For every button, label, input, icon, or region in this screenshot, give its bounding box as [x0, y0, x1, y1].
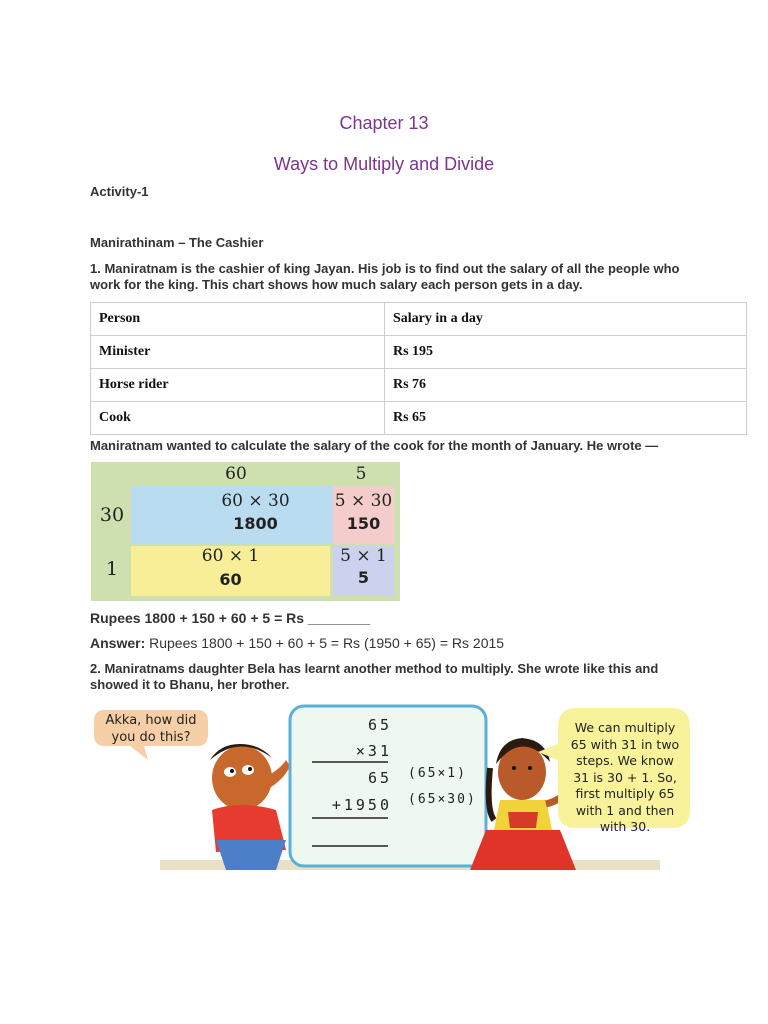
- calc-line-1: 65: [367, 716, 392, 734]
- chapter-title: Chapter 13: [339, 113, 429, 133]
- table-cell: Horse rider: [91, 369, 385, 402]
- section-title: Manirathinam – The Cashier: [90, 235, 264, 250]
- table-cell: Minister: [91, 336, 385, 369]
- calc-line-2: ×31: [355, 742, 392, 760]
- activity-label: Activity-1: [90, 184, 149, 199]
- bubble-line: first multiply 65: [575, 786, 675, 801]
- boy-figure: [210, 744, 290, 870]
- grid-cell-expression: 60 × 30: [221, 491, 290, 511]
- bubble-line: 31 is 30 + 1. So,: [573, 769, 677, 785]
- bubble-line: 65 with 31 in two: [570, 736, 680, 752]
- table-header-row: [91, 303, 747, 336]
- table-row: [91, 402, 747, 435]
- grid-cell-expression: 5 × 30: [334, 491, 393, 511]
- calc-note-2: (65×30): [408, 792, 477, 807]
- table-cell: Rs 76: [385, 369, 747, 402]
- bubble-line: with 1 and then: [575, 802, 675, 818]
- calc-line-3: 65: [367, 769, 392, 787]
- grid-row-header: 30: [99, 504, 125, 526]
- grid-cell-5x30: [333, 486, 394, 544]
- bubble-line: you do this?: [111, 730, 191, 745]
- grid-cell-result: 1800: [233, 514, 278, 533]
- grid-cell-5x1: [333, 546, 394, 596]
- speech-bubble-right: [560, 720, 690, 836]
- bubble-line: We can multiply: [574, 720, 676, 735]
- question-2-text: 2. Maniratnams daughter Bela has learnt another method to multiply. She wrote like this and showed it to Bhanu, her brother.: [90, 661, 659, 692]
- grid-cell-result: 60: [219, 570, 242, 589]
- answer-line: [90, 635, 504, 651]
- grid-row-header: 1: [105, 558, 119, 580]
- grid-cell-result: 150: [346, 514, 381, 533]
- cook-intro-text: Maniratnam wanted to calculate the salary of the cook for the month of January. He wrote —: [90, 438, 659, 453]
- grid-cell-60x1: [131, 546, 330, 596]
- grid-cell-expression: 5 × 1: [340, 546, 387, 566]
- bubble-line: steps. We know: [576, 753, 674, 768]
- multiplication-grid: [91, 462, 400, 601]
- salary-table: [90, 302, 747, 435]
- speech-bubble-left: [94, 712, 208, 746]
- table-header-cell: Person: [91, 303, 385, 336]
- answer-label: Answer:: [90, 635, 146, 651]
- bubble-line: with 30.: [599, 819, 651, 834]
- table-cell: Rs 65: [385, 402, 747, 435]
- calc-note-1: (65×1): [408, 766, 467, 781]
- grid-col-header: 60: [225, 464, 247, 484]
- sum-line: Rupees 1800 + 150 + 60 + 5 = Rs ________: [90, 610, 371, 626]
- table-row: [91, 336, 747, 369]
- illustration: [90, 700, 690, 870]
- answer-text: Rupees 1800 + 150 + 60 + 5 = Rs (1950 + 65) = Rs 2015: [145, 635, 505, 651]
- table-cell: Cook: [91, 402, 385, 435]
- table-cell: Rs 195: [385, 336, 747, 369]
- grid-cell-expression: 60 × 1: [201, 546, 260, 566]
- bubble-line: Akka, how did: [105, 713, 197, 728]
- grid-cell-result: 5: [357, 568, 370, 587]
- calc-line-4: +1950: [331, 796, 392, 814]
- question-1-text: 1. Maniratnam is the cashier of king Jayan. His job is to find out the salary of all the people who work for the king. This chart shows how much salary each person gets in a day.: [90, 261, 680, 292]
- grid-col-header: 5: [355, 464, 367, 484]
- table-row: [91, 369, 747, 402]
- chapter-subtitle: Ways to Multiply and Divide: [273, 154, 495, 174]
- table-header-cell: Salary in a day: [385, 303, 747, 336]
